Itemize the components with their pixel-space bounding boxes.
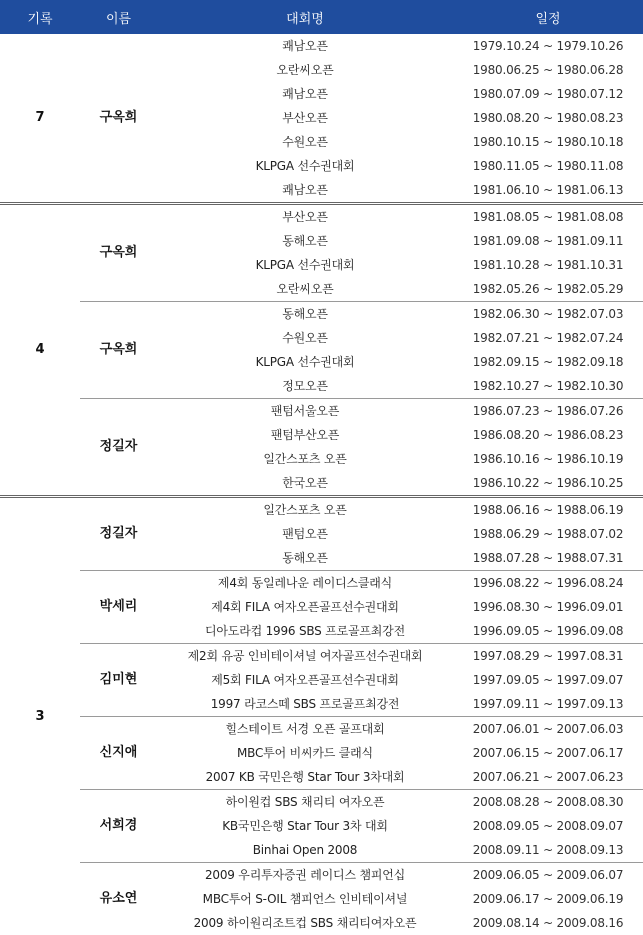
player-name: 김미현 xyxy=(80,644,157,717)
event-dates: 1996.08.30 ~ 1996.09.01 xyxy=(453,595,643,619)
record-count: 7 xyxy=(0,34,80,204)
event-dates: 2008.09.11 ~ 2008.09.13 xyxy=(453,838,643,863)
tournament-name: 힐스테이트 서경 오픈 골프대회 xyxy=(157,717,453,742)
table-row xyxy=(0,790,643,815)
tournament-name: 동해오픈 xyxy=(157,302,453,327)
tournament-name: 한국오픈 xyxy=(157,471,453,497)
event-dates: 1988.07.28 ~ 1988.07.31 xyxy=(453,546,643,571)
record-count: 4 xyxy=(0,204,80,497)
tournament-name: 동해오픈 xyxy=(157,229,453,253)
event-dates: 1996.08.22 ~ 1996.08.24 xyxy=(453,571,643,596)
tournament-name: 쾌남오픈 xyxy=(157,82,453,106)
tournament-name: 제4회 FILA 여자오픈골프선수권대회 xyxy=(157,595,453,619)
tournament-name: 수원오픈 xyxy=(157,326,453,350)
player-name: 정길자 xyxy=(80,497,157,571)
table-body xyxy=(0,34,643,935)
tournament-name: 일간스포츠 오픈 xyxy=(157,447,453,471)
event-dates: 1988.06.16 ~ 1988.06.19 xyxy=(453,497,643,523)
event-dates: 1986.08.20 ~ 1986.08.23 xyxy=(453,423,643,447)
table-row xyxy=(0,497,643,523)
player-name: 서희경 xyxy=(80,790,157,863)
player-name: 유소연 xyxy=(80,863,157,935)
table-header xyxy=(0,0,643,34)
player-name: 박세리 xyxy=(80,571,157,644)
table-row xyxy=(0,644,643,669)
tournament-name: KB국민은행 Star Tour 3차 대회 xyxy=(157,814,453,838)
event-dates: 1981.10.28 ~ 1981.10.31 xyxy=(453,253,643,277)
tournament-name: 1997 라코스떼 SBS 프로골프최강전 xyxy=(157,692,453,717)
event-dates: 1981.09.08 ~ 1981.09.11 xyxy=(453,229,643,253)
tournament-name: 동해오픈 xyxy=(157,546,453,571)
player-name: 정길자 xyxy=(80,399,157,497)
player-name: 신지애 xyxy=(80,717,157,790)
tournament-name: 제5회 FILA 여자오픈골프선수권대회 xyxy=(157,668,453,692)
event-dates: 2008.09.05 ~ 2008.09.07 xyxy=(453,814,643,838)
tournament-name: 제2회 유공 인비테이셔널 여자골프선수권대회 xyxy=(157,644,453,669)
event-dates: 2009.06.17 ~ 2009.06.19 xyxy=(453,887,643,911)
table-row xyxy=(0,571,643,596)
table-row xyxy=(0,204,643,230)
record-count: 3 xyxy=(0,497,80,935)
event-dates: 1980.07.09 ~ 1980.07.12 xyxy=(453,82,643,106)
event-dates: 1988.06.29 ~ 1988.07.02 xyxy=(453,522,643,546)
event-dates: 1979.10.24 ~ 1979.10.26 xyxy=(453,34,643,58)
header-tournament: 대회명 xyxy=(157,0,453,34)
player-name: 구옥희 xyxy=(80,302,157,399)
event-dates: 1986.10.22 ~ 1986.10.25 xyxy=(453,471,643,497)
tournament-name: 팬텀서울오픈 xyxy=(157,399,453,424)
tournament-name: 쾌남오픈 xyxy=(157,34,453,58)
header-name: 이름 xyxy=(80,0,157,34)
event-dates: 1981.08.05 ~ 1981.08.08 xyxy=(453,204,643,230)
event-dates: 1980.08.20 ~ 1980.08.23 xyxy=(453,106,643,130)
tournament-name: 하이원컵 SBS 채리티 여자오픈 xyxy=(157,790,453,815)
tournament-name: 2009 하이원리조트컵 SBS 채리티여자오픈 xyxy=(157,911,453,935)
table-row xyxy=(0,302,643,327)
event-dates: 1980.10.15 ~ 1980.10.18 xyxy=(453,130,643,154)
table-row xyxy=(0,863,643,888)
tournament-name: 팬텀부산오픈 xyxy=(157,423,453,447)
tournament-name: 오란씨오픈 xyxy=(157,277,453,302)
table-row xyxy=(0,399,643,424)
tournament-name: KLPGA 선수권대회 xyxy=(157,253,453,277)
event-dates: 2009.06.05 ~ 2009.06.07 xyxy=(453,863,643,888)
tournament-name: 2009 우리투자증권 레이디스 챔피언십 xyxy=(157,863,453,888)
event-dates: 2009.08.14 ~ 2009.08.16 xyxy=(453,911,643,935)
event-dates: 1982.10.27 ~ 1982.10.30 xyxy=(453,374,643,399)
tournament-name: 부산오픈 xyxy=(157,204,453,230)
event-dates: 1981.06.10 ~ 1981.06.13 xyxy=(453,178,643,204)
header-record: 기록 xyxy=(0,0,80,34)
tournament-name: 일간스포츠 오픈 xyxy=(157,497,453,523)
event-dates: 1986.07.23 ~ 1986.07.26 xyxy=(453,399,643,424)
player-name: 구옥희 xyxy=(80,204,157,302)
tournament-name: KLPGA 선수권대회 xyxy=(157,154,453,178)
tournament-name: 팬텀오픈 xyxy=(157,522,453,546)
header-dates: 일정 xyxy=(453,0,643,34)
event-dates: 2007.06.01 ~ 2007.06.03 xyxy=(453,717,643,742)
event-dates: 1996.09.05 ~ 1996.09.08 xyxy=(453,619,643,644)
tournament-name: Binhai Open 2008 xyxy=(157,838,453,863)
event-dates: 1982.05.26 ~ 1982.05.29 xyxy=(453,277,643,302)
event-dates: 2007.06.15 ~ 2007.06.17 xyxy=(453,741,643,765)
tournament-name: 오란씨오픈 xyxy=(157,58,453,82)
event-dates: 1982.06.30 ~ 1982.07.03 xyxy=(453,302,643,327)
table-row xyxy=(0,34,643,58)
event-dates: 1980.11.05 ~ 1980.11.08 xyxy=(453,154,643,178)
event-dates: 1980.06.25 ~ 1980.06.28 xyxy=(453,58,643,82)
tournament-name: 정모오픈 xyxy=(157,374,453,399)
player-name: 구옥희 xyxy=(80,34,157,204)
tournament-name: 2007 KB 국민은행 Star Tour 3차대회 xyxy=(157,765,453,790)
tournament-name: 디아도라컵 1996 SBS 프로골프최강전 xyxy=(157,619,453,644)
tournament-name: 쾌남오픈 xyxy=(157,178,453,204)
event-dates: 2007.06.21 ~ 2007.06.23 xyxy=(453,765,643,790)
table-row xyxy=(0,717,643,742)
event-dates: 1997.09.11 ~ 1997.09.13 xyxy=(453,692,643,717)
event-dates: 2008.08.28 ~ 2008.08.30 xyxy=(453,790,643,815)
tournament-name: 수원오픈 xyxy=(157,130,453,154)
event-dates: 1997.08.29 ~ 1997.08.31 xyxy=(453,644,643,669)
event-dates: 1997.09.05 ~ 1997.09.07 xyxy=(453,668,643,692)
tournament-name: KLPGA 선수권대회 xyxy=(157,350,453,374)
tournament-name: MBC투어 비씨카드 클래식 xyxy=(157,741,453,765)
tournament-name: 제4회 동일레나운 레이디스클래식 xyxy=(157,571,453,596)
tournament-name: 부산오픈 xyxy=(157,106,453,130)
header-row xyxy=(0,0,643,34)
event-dates: 1982.07.21 ~ 1982.07.24 xyxy=(453,326,643,350)
event-dates: 1986.10.16 ~ 1986.10.19 xyxy=(453,447,643,471)
event-dates: 1982.09.15 ~ 1982.09.18 xyxy=(453,350,643,374)
tournament-name: MBC투어 S-OIL 챔피언스 인비테이셔널 xyxy=(157,887,453,911)
